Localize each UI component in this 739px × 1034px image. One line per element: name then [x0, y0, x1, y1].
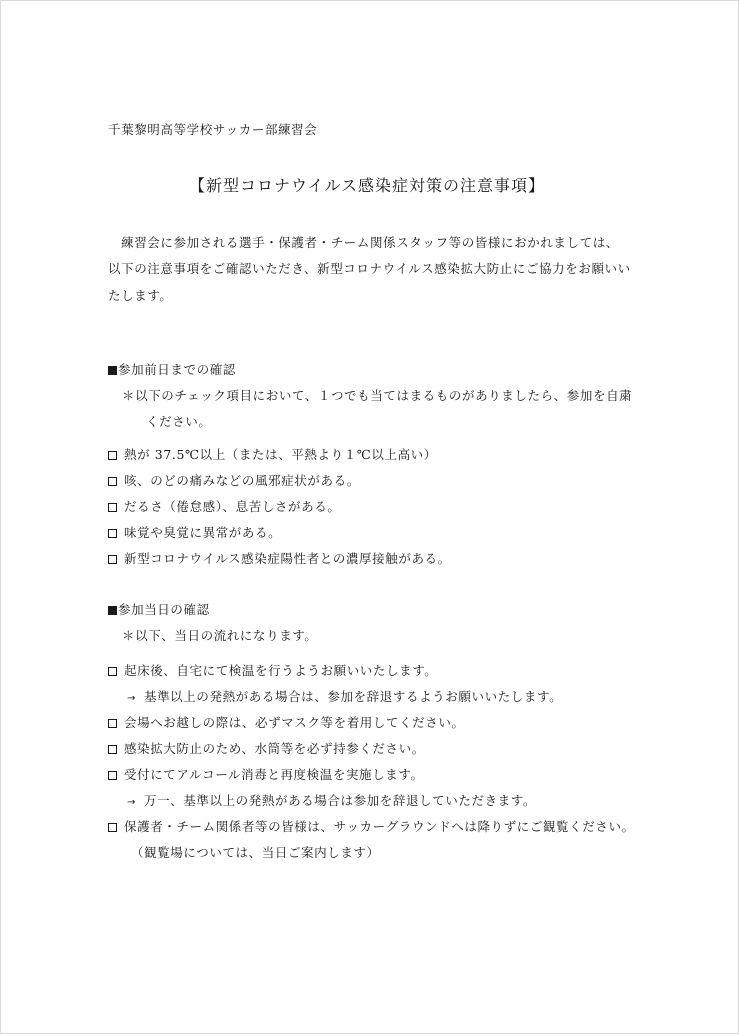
- check-item-label: 熱が 37.5℃以上（または、平熱より１℃以上高い）: [124, 447, 437, 462]
- organization-name: 千葉黎明高等学校サッカー部練習会: [108, 122, 318, 137]
- section-before-note-line-1: ＊以下のチェック項目において、１つでも当てはまるものがありましたら、参加を自粛: [122, 388, 633, 403]
- day-sub-item: [127, 689, 562, 707]
- day-item-label: 起床後、自宅にて検温を行うようお願いいたします。: [124, 663, 438, 678]
- square-bullet-icon: [108, 606, 117, 615]
- checkbox-icon: [108, 745, 117, 754]
- day-sub-item-label: 万一、基準以上の発熱がある場合は参加を辞退していただきます。: [143, 793, 536, 808]
- day-item: [108, 715, 465, 731]
- section-day-note: ＊以下、当日の流れになります。: [122, 628, 318, 643]
- arrow-right-icon: →: [127, 692, 136, 704]
- day-item-label: 受付にてアルコール消毒と再度検温を実施します。: [124, 767, 424, 782]
- checkbox-icon: [108, 529, 117, 538]
- intro-line-2: 以下の注意事項をご確認いただき、新型コロナウイルス感染拡大防止にご協力をお願いい: [108, 261, 631, 276]
- intro-line-1: 練習会に参加される選手・保護者・チーム関係スタッフ等の皆様におかれましては、: [108, 235, 619, 250]
- section-heading-before: [108, 362, 236, 378]
- checkbox-icon: [108, 451, 117, 460]
- check-item: [108, 551, 451, 567]
- section-before-note-line-2: ください。: [146, 414, 212, 429]
- check-item: [108, 525, 281, 541]
- section-heading-day: [108, 602, 210, 618]
- checkbox-icon: [108, 503, 117, 512]
- day-sub-item: [127, 793, 536, 811]
- square-bullet-icon: [108, 366, 117, 375]
- check-item-label: だるさ（倦怠感）、息苦しさがある。: [124, 499, 341, 514]
- day-item: [108, 767, 424, 783]
- document-title: 【新型コロナウイルス感染症対策の注意事項】: [189, 176, 546, 195]
- day-item: [108, 663, 437, 679]
- day-item-label: 感染拡大防止のため、水筒等を必ず持参ください。: [124, 741, 425, 756]
- checkbox-icon: [108, 555, 117, 564]
- day-item-label: 会場へお越しの際は、必ずマスク等を着用してください。: [124, 715, 465, 730]
- check-item-label: 新型コロナウイルス感染症陽性者との濃厚接触がある。: [124, 551, 451, 566]
- checkbox-icon: [108, 477, 117, 486]
- arrow-right-icon: →: [127, 796, 136, 808]
- check-item-label: 咳、のどの痛みなどの風邪症状がある。: [124, 473, 360, 488]
- intro-line-3: たします。: [108, 288, 173, 303]
- check-item: [108, 447, 437, 463]
- checkbox-icon: [108, 823, 117, 832]
- day-item-label: 保護者・チーム関係者等の皆様は、サッカーグラウンドへは降りずにご観覧ください。: [124, 819, 635, 834]
- day-sub-item-label: 基準以上の発熱がある場合は、参加を辞退するようお願いいたします。: [143, 689, 563, 704]
- day-item: [108, 741, 425, 757]
- checkbox-icon: [108, 667, 117, 676]
- check-item: [108, 473, 360, 489]
- day-sub-note: （観覧場については、当日ご案内します）: [131, 845, 380, 860]
- section-heading-day-label: 参加当日の確認: [118, 602, 210, 617]
- check-item: [108, 499, 340, 515]
- check-item-label: 味覚や臭覚に異常がある。: [124, 525, 282, 540]
- section-heading-before-label: 参加前日までの確認: [118, 362, 236, 377]
- checkbox-icon: [108, 771, 117, 780]
- checkbox-icon: [108, 719, 117, 728]
- day-item: [108, 819, 635, 835]
